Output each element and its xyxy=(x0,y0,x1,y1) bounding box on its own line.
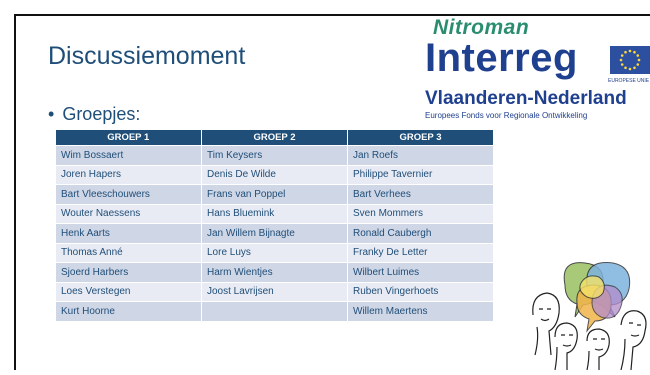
logo-interreg: Interreg xyxy=(425,36,578,80)
table-cell: Wouter Naessens xyxy=(56,204,202,224)
table-row xyxy=(56,282,494,302)
table-cell: Loes Verstegen xyxy=(56,282,202,302)
head-left xyxy=(533,293,559,355)
table-row xyxy=(56,263,494,283)
groups-table xyxy=(55,130,494,322)
table-cell: Wilbert Luimes xyxy=(348,263,494,283)
table-cell xyxy=(202,302,348,322)
table-cell: Thomas Anné xyxy=(56,243,202,263)
table-cell: Franky De Letter xyxy=(348,243,494,263)
bullet-dot-icon: • xyxy=(48,104,55,124)
discussion-people-illustration xyxy=(525,255,650,370)
table-row xyxy=(56,204,494,224)
table-row xyxy=(56,243,494,263)
table-cell: Tim Keysers xyxy=(202,146,348,166)
table-row xyxy=(56,165,494,185)
header-groep-2: GROEP 2 xyxy=(202,130,348,146)
eu-flag-icon xyxy=(610,46,650,74)
table-cell: Kurt Hoorne xyxy=(56,302,202,322)
table-cell: Jan Roefs xyxy=(348,146,494,166)
header-groep-3: GROEP 3 xyxy=(348,130,494,146)
table-cell: Sven Mommers xyxy=(348,204,494,224)
slide-frame-left xyxy=(14,14,16,370)
table-cell: Jan Willem Bijnagte xyxy=(202,224,348,244)
table-cell: Bart Verhees xyxy=(348,185,494,205)
head-right xyxy=(621,311,646,370)
table-cell: Henk Aarts xyxy=(56,224,202,244)
table-cell: Joost Lavrijsen xyxy=(202,282,348,302)
table-row xyxy=(56,302,494,322)
eu-caption: EUROPESE UNIE xyxy=(608,78,650,84)
table-row xyxy=(56,224,494,244)
table-cell: Harm Wientjes xyxy=(202,263,348,283)
header-groep-1: GROEP 1 xyxy=(56,130,202,146)
table-cell: Sjoerd Harbers xyxy=(56,263,202,283)
table-cell: Bart Vleeschouwers xyxy=(56,185,202,205)
table-row xyxy=(56,185,494,205)
table-cell: Ronald Caubergh xyxy=(348,224,494,244)
table-cell: Lore Luys xyxy=(202,243,348,263)
logo-nitroman: Nitroman xyxy=(433,16,530,39)
logo-region: Vlaanderen-Nederland xyxy=(425,88,627,109)
bullet-text: Groepjes: xyxy=(62,104,141,124)
speech-bubble-yellow xyxy=(580,276,604,298)
bullet-groepjes xyxy=(48,104,140,125)
table-cell: Joren Hapers xyxy=(56,165,202,185)
table-cell: Ruben Vingerhoets xyxy=(348,282,494,302)
interreg-logo xyxy=(425,16,650,126)
head-bottom-center xyxy=(587,329,609,370)
table-cell: Frans van Poppel xyxy=(202,185,348,205)
slide-title: Discussiemoment xyxy=(48,42,246,70)
table-cell: Wim Bossaert xyxy=(56,146,202,166)
table-cell: Denis De Wilde xyxy=(202,165,348,185)
table-cell: Philippe Tavernier xyxy=(348,165,494,185)
table-cell: Willem Maertens xyxy=(348,302,494,322)
logo-fund: Europees Fonds voor Regionale Ontwikkeling xyxy=(425,111,588,120)
head-bottom-left xyxy=(555,323,577,370)
table-cell: Hans Bluemink xyxy=(202,204,348,224)
table-row xyxy=(56,146,494,166)
table-header-row xyxy=(56,130,494,146)
